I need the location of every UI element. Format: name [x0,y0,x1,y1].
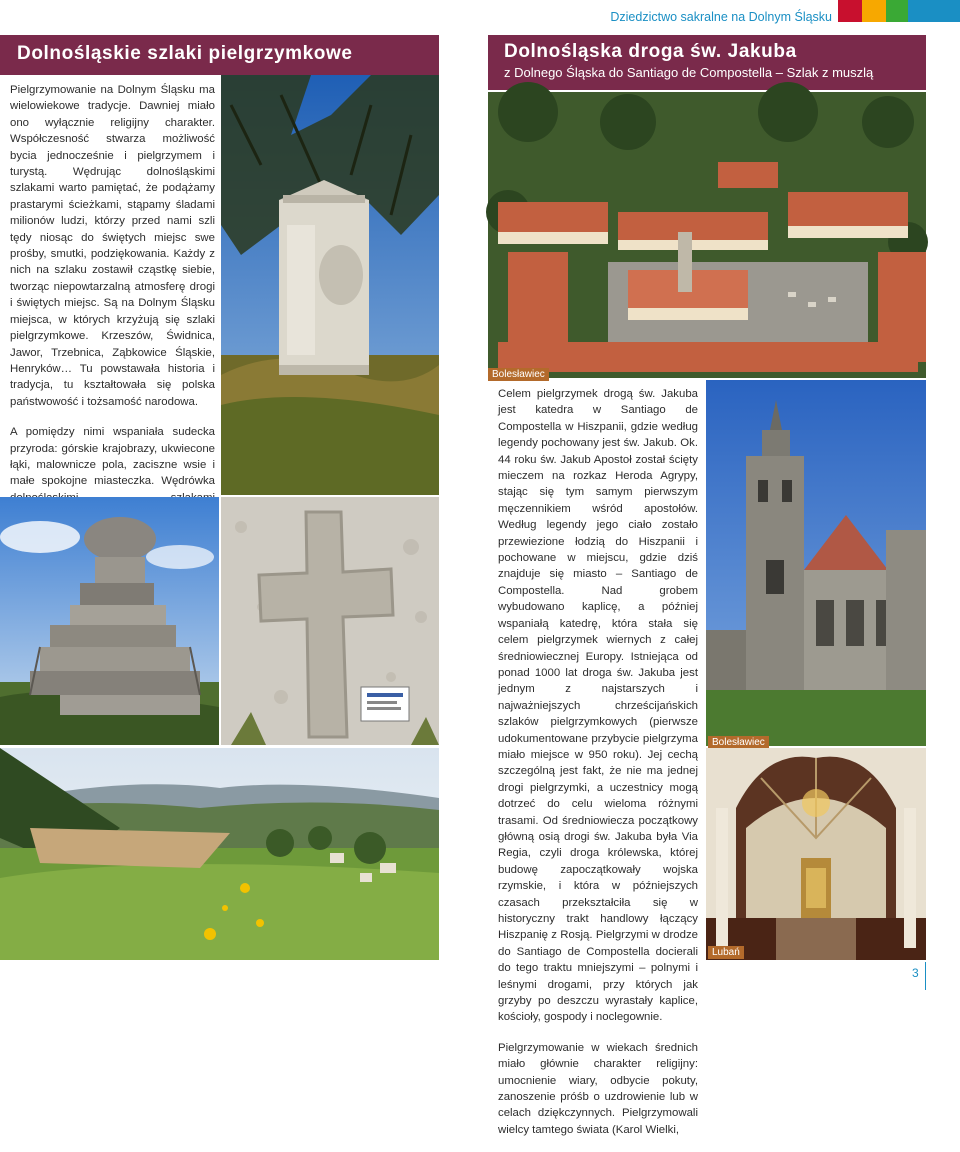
caption-church: Bolesławiec [708,736,769,749]
color-swatch-red [838,0,862,22]
right-paragraph-2: Pielgrzymowanie w wiekach średnich miało głównie charakter religijny: umocnienie wiary, odbycie pokuty, zanoszenie próśb o uzdrowienie lub w celach dziękczynnych. Pielgrzymowali wielcy tamtego świata (Karol Wielki, [498,1041,698,1136]
landscape-photo [0,748,439,960]
color-swatch-yellow [862,0,886,22]
left-paragraph-2: A pomiędzy nimi wspaniała sudecka przyroda: górskie krajobrazy, ukwiecone łąki, malownicze pola, zaciszne wsie i małe spokojne miasteczka. Wędrówka [10,426,215,488]
color-bar [838,0,960,22]
right-section-subtitle: z Dolnego Śląska do Santiago de Compostella – Szlak z muszlą [504,65,874,80]
stone-cross-photo [221,497,439,745]
caption-aerial: Bolesławiec [488,368,549,381]
page-number-rule [925,962,926,990]
right-section-title: Dolnośląska droga św. Jakuba [504,41,797,62]
shrine-photo [221,75,439,495]
running-head: Dziedzictwo sakralne na Dolnym Śląsku [610,10,832,24]
right-column-text [498,386,698,1152]
page-number: 3 [912,966,919,980]
color-swatch-green [886,0,908,22]
left-paragraph-1: Pielgrzymowanie na Dolnym Śląsku ma wielowiekowe tradycje. Dawniej miało ono wyłącznie religijny charakter. Współczesność stwarza możliwość bycia jednocześnie i pielgrzymem i turystą. Wędrując dolnośląskimi szlakami warto pamiętać, że podążamy prastarymi ścieżkami, stąpamy śladami milionów ludzi, którzy przed nami szli tędy niosąc do świętych miejsc swe prośby, smutki, podziękowania. Każdy z nich na szlaku zostawił cząstkę siebie, tworząc niepowtarzalną atmosferę drogi i świętych miejsc. Są na Dolnym Śląsku miejsca, w których krzyżują się szlaki pielgrzymkowe. Krzeszów, Świdnica, Jawor, Trzebnica, Ząbkowice Śląskie, Henryków… Tu powstawała historia i tradycja, tu kształtowała się polska państwowość i tożsamość narodowa. [10,84,215,408]
caption-interior: Lubań [708,946,744,959]
right-section-title-bar [488,35,926,90]
left-section-title: Dolnośląskie szlaki pielgrzymkowe [0,35,439,75]
church-exterior-photo [706,380,926,746]
right-paragraph-1: Celem pielgrzymek drogą św. Jakuba jest katedra w Santiago de Compostella w Hiszpanii, gdzie według legendy pochowany jest św. Jakub. Ok. 44 roku św. Jakub Apostoł został ścięty mieczem na rozkaz Heroda Agrypy, stając się tym samym pierwszym męczennikiem wśród apostołów. Według legendy jego ciało zostało przewiezione łodzią do Hiszpanii i pochowane w miejscu, gdzie dziś znajduje się miasto – Santiago de Compostella. Nad grobem wybudowano kaplicę, a później wspaniałą katedrę, która stała się celem pielgrzymek wiernych z całej średniowiecznej Europy. Istniejąca od ponad 1000 lat droga św. Jakuba jest jednym z najstarszych i najważniejszych chrześcijańskich szlaków pielgrzymkowych (pierwsze udokumentowane przybycie pielgrzyma miało miejsce w 950 roku). Jej cechą szczególną jest fakt, że nie ma jednej drogi pielgrzymki, a uczestnicy mogą dotrzeć do celu wieloma różnymi trasami. Od średniowiecza początkowy główną osią drogi św. Jakuba była Via Regia, czyli droga królewska, której budowę zapoczątkowały wojska rzymskie, i która w późniejszych czasach przekształciła się w historyczny trakt handlowy łączący Hiszpanię z Rosją. Pielgrzymi w drodze do Santiago de Compostella docierali do tego traktu mniejszymi – polnymi i leśnymi drogami, przy których jak grzyby po deszczu wyrastały kaplice, kościoły, gospody i noclegownie. [498,388,698,1024]
color-swatch-blue [908,0,960,22]
aerial-town-photo [488,92,926,378]
church-interior-photo [706,748,926,960]
rock-formation-photo [0,497,219,745]
